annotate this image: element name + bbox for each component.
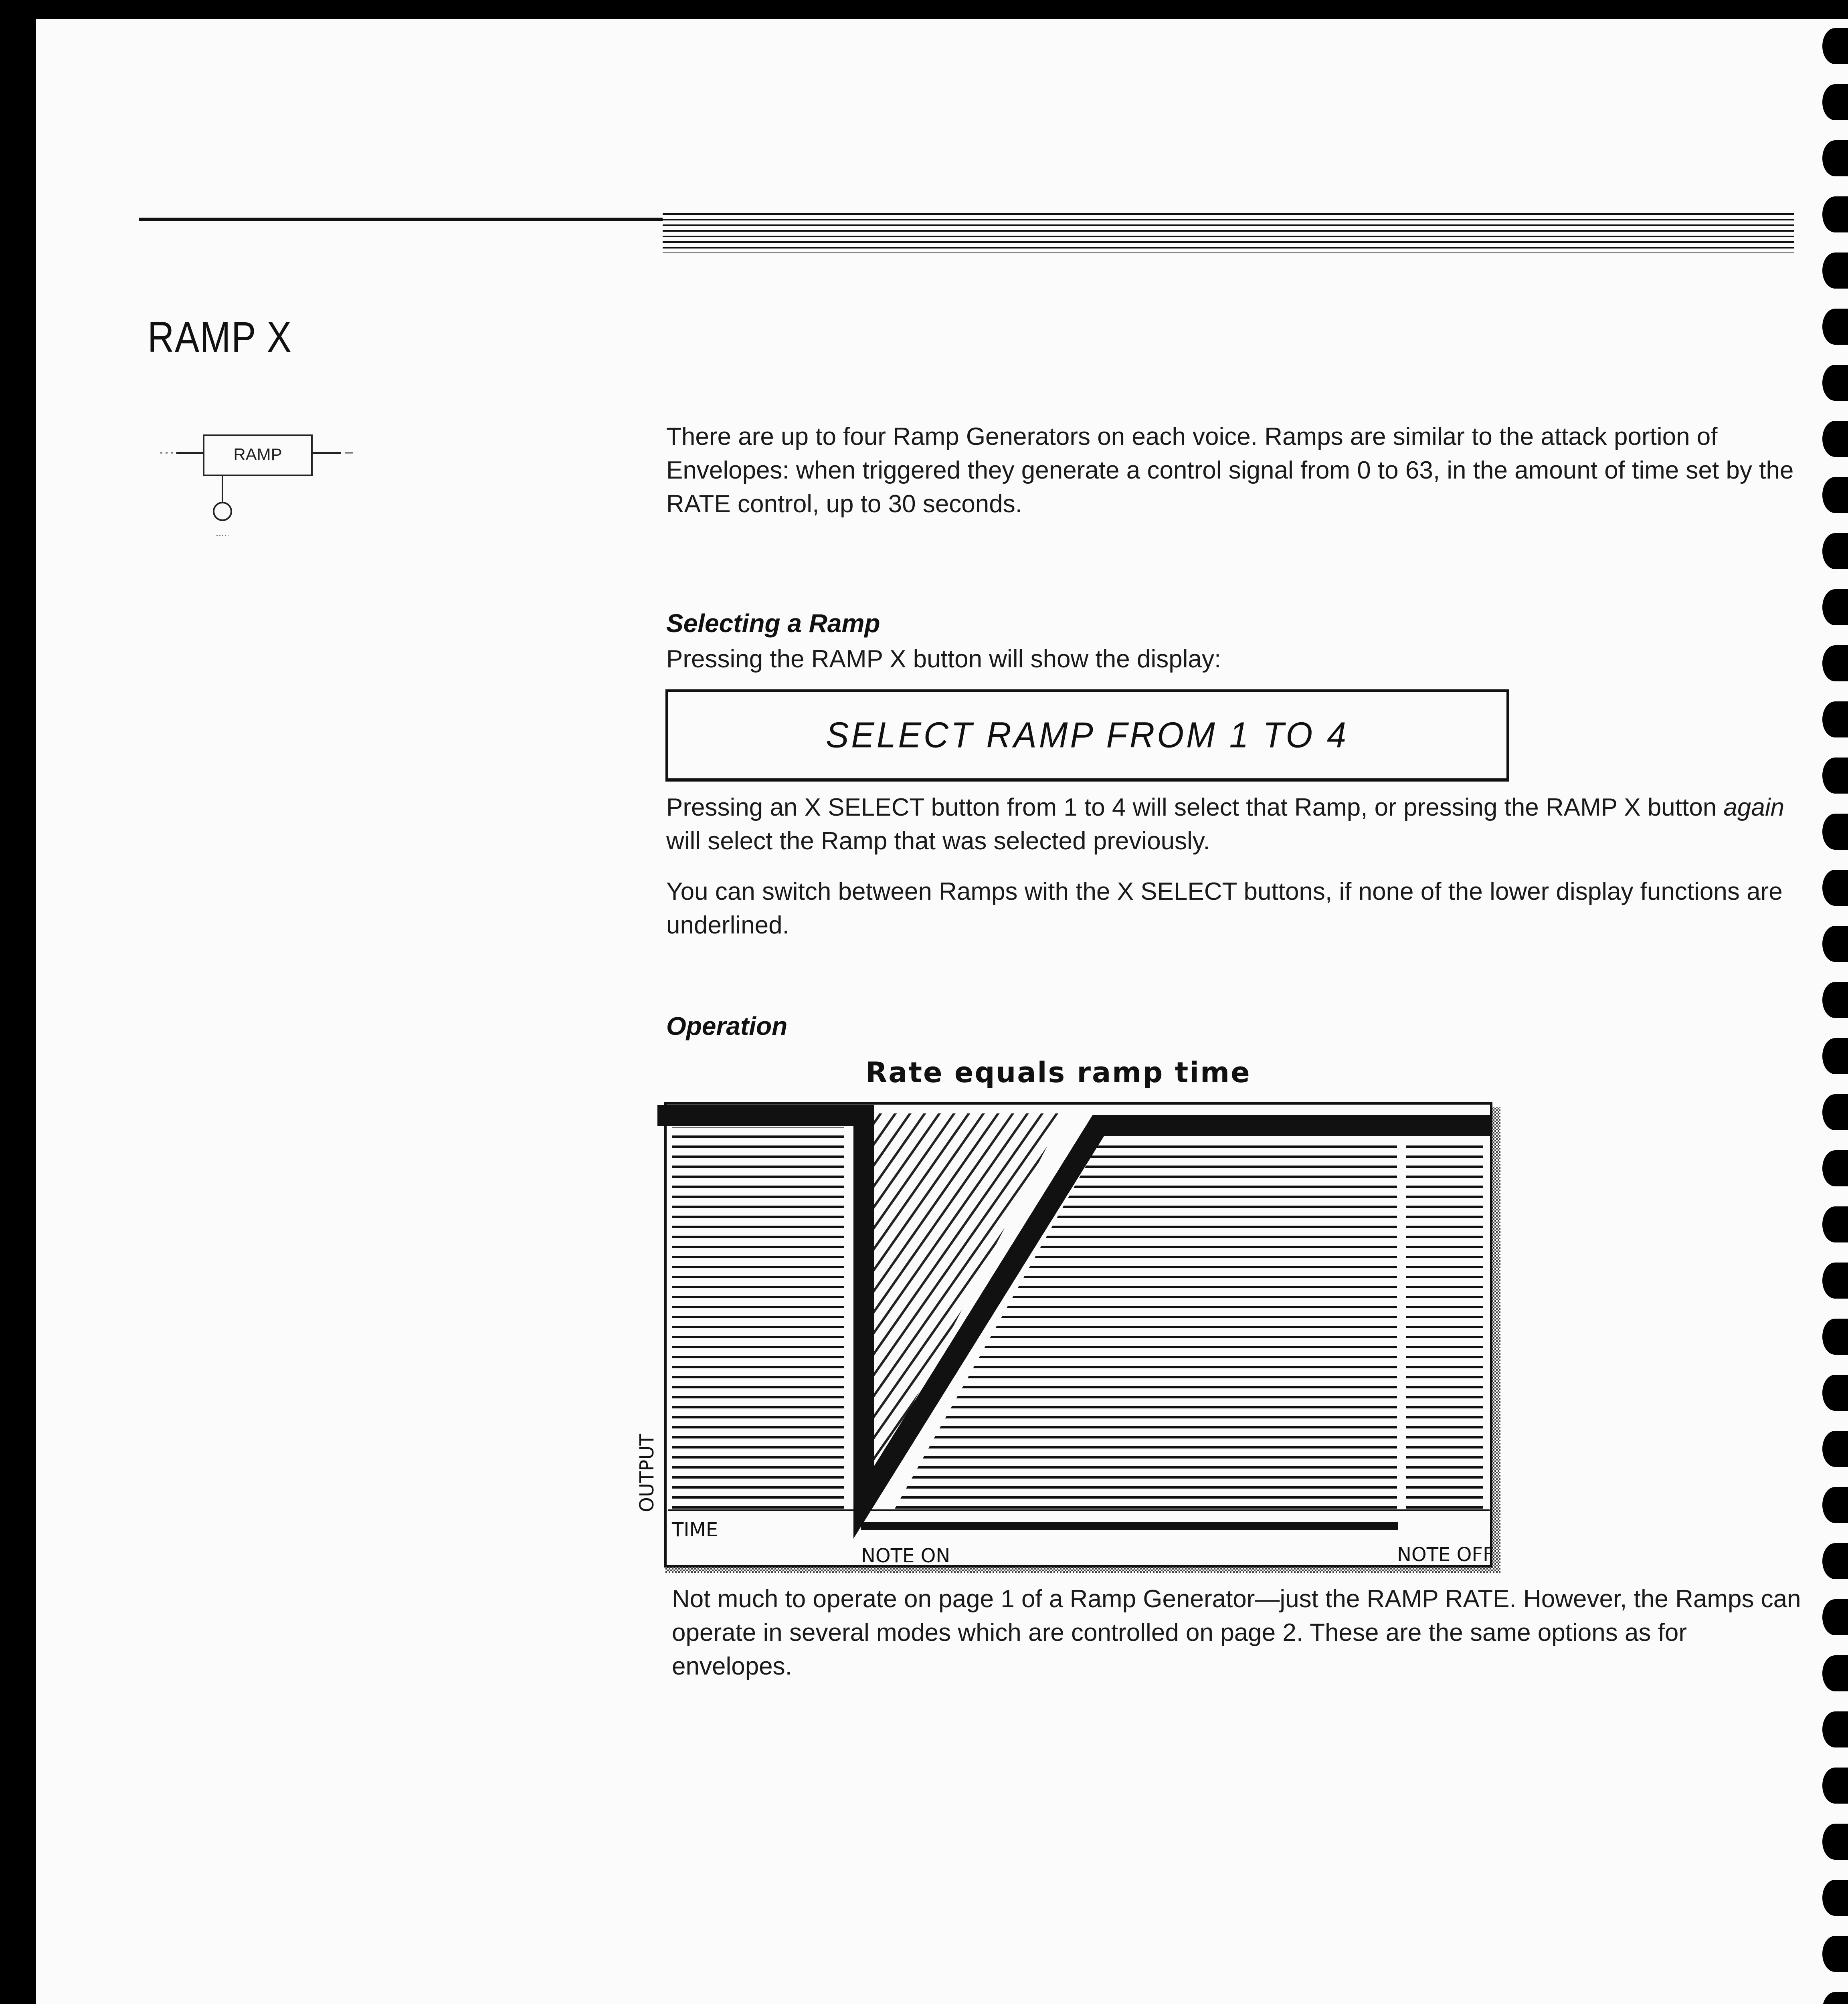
binding-hole xyxy=(1822,477,1848,513)
binding-hole xyxy=(1822,1206,1848,1242)
ramp-module-icon xyxy=(152,428,409,580)
binding-hole xyxy=(1822,814,1848,850)
binding-hole xyxy=(1822,1038,1848,1074)
binding-hole xyxy=(1822,1431,1848,1467)
select-paragraph-text: Pressing an X SELECT button from 1 to 4 will select that Ramp, or pressing the RAMP X button xyxy=(666,794,1724,821)
section-title: RAMP X xyxy=(148,313,292,361)
binding-hole xyxy=(1822,28,1848,64)
binding-hole xyxy=(1822,758,1848,794)
x-axis-label: TIME xyxy=(672,1519,718,1541)
binding-hole xyxy=(1822,1263,1848,1299)
select-paragraph xyxy=(666,791,1805,858)
binding-hole xyxy=(1822,140,1848,176)
binding-hole xyxy=(1822,533,1848,569)
gate-bar xyxy=(861,1522,1398,1530)
lcd-display-text: SELECT RAMP FROM 1 TO 4 xyxy=(826,715,1349,755)
manual-page xyxy=(36,19,1848,2004)
binding-hole xyxy=(1822,1487,1848,1523)
binding-hole xyxy=(1822,1880,1848,1916)
binding-hole xyxy=(1822,1768,1848,1804)
binding-hole xyxy=(1822,84,1848,120)
binding-hole xyxy=(1822,1711,1848,1747)
binding-hole xyxy=(1822,1936,1848,1972)
note-off-label: NOTE OFF xyxy=(1397,1543,1494,1566)
binding-hole xyxy=(1822,1599,1848,1635)
binding-hole xyxy=(1822,1655,1848,1691)
binding-hole xyxy=(1822,365,1848,401)
binding-hole xyxy=(1822,1319,1848,1355)
binding-hole xyxy=(1822,1150,1848,1186)
switch-paragraph: You can switch between Ramps with the X SELECT buttons, if none of the lower display functions are underlined. xyxy=(666,878,1783,939)
selecting-heading: Selecting a Ramp xyxy=(666,609,880,638)
select-paragraph-text-end: will select the Ramp that was selected previously. xyxy=(666,827,1210,855)
binding-hole xyxy=(1822,309,1848,345)
operation-heading: Operation xyxy=(666,1012,788,1040)
binding-hole xyxy=(1822,701,1848,737)
binding-hole xyxy=(1822,1543,1848,1579)
binding-hole xyxy=(1822,1824,1848,1860)
binding-hole xyxy=(1822,926,1848,962)
header-stripes xyxy=(663,213,1794,253)
binding-hole xyxy=(1822,982,1848,1018)
selecting-lead: Pressing the RAMP X button will show the display: xyxy=(666,645,1221,673)
diagram-title: Rate equals ramp time xyxy=(865,1056,1251,1089)
binding-hole xyxy=(1822,1094,1848,1130)
module-box-label: RAMP xyxy=(233,445,282,464)
binding-hole xyxy=(1822,253,1848,289)
binding-hole xyxy=(1822,421,1848,457)
operation-paragraph: Not much to operate on page 1 of a Ramp Generator—just the RAMP RATE. However, the Ramps can operate in several modes which are controlled on page 2. These are the same options as for envelopes. xyxy=(672,1585,1801,1680)
binding-hole xyxy=(1822,196,1848,232)
binding-hole xyxy=(1822,870,1848,906)
binding-hole xyxy=(1822,589,1848,625)
lcd-display xyxy=(665,689,1509,782)
binding-hole xyxy=(1822,1375,1848,1411)
hatch-left xyxy=(672,1127,844,1510)
ramp-diagram xyxy=(633,1045,1567,1590)
y-axis-label: OUTPUT xyxy=(636,1434,658,1512)
note-on-label: NOTE ON xyxy=(861,1545,950,1567)
intro-paragraph: There are up to four Ramp Generators on each voice. Ramps are similar to the attack portion of Envelopes: when triggered they generate a control signal from 0 to 63, in the amount of time set by the RATE control, up to 30 seconds. xyxy=(666,423,1794,518)
select-paragraph-emphasis: again xyxy=(1723,794,1785,821)
binding-hole xyxy=(1822,645,1848,681)
